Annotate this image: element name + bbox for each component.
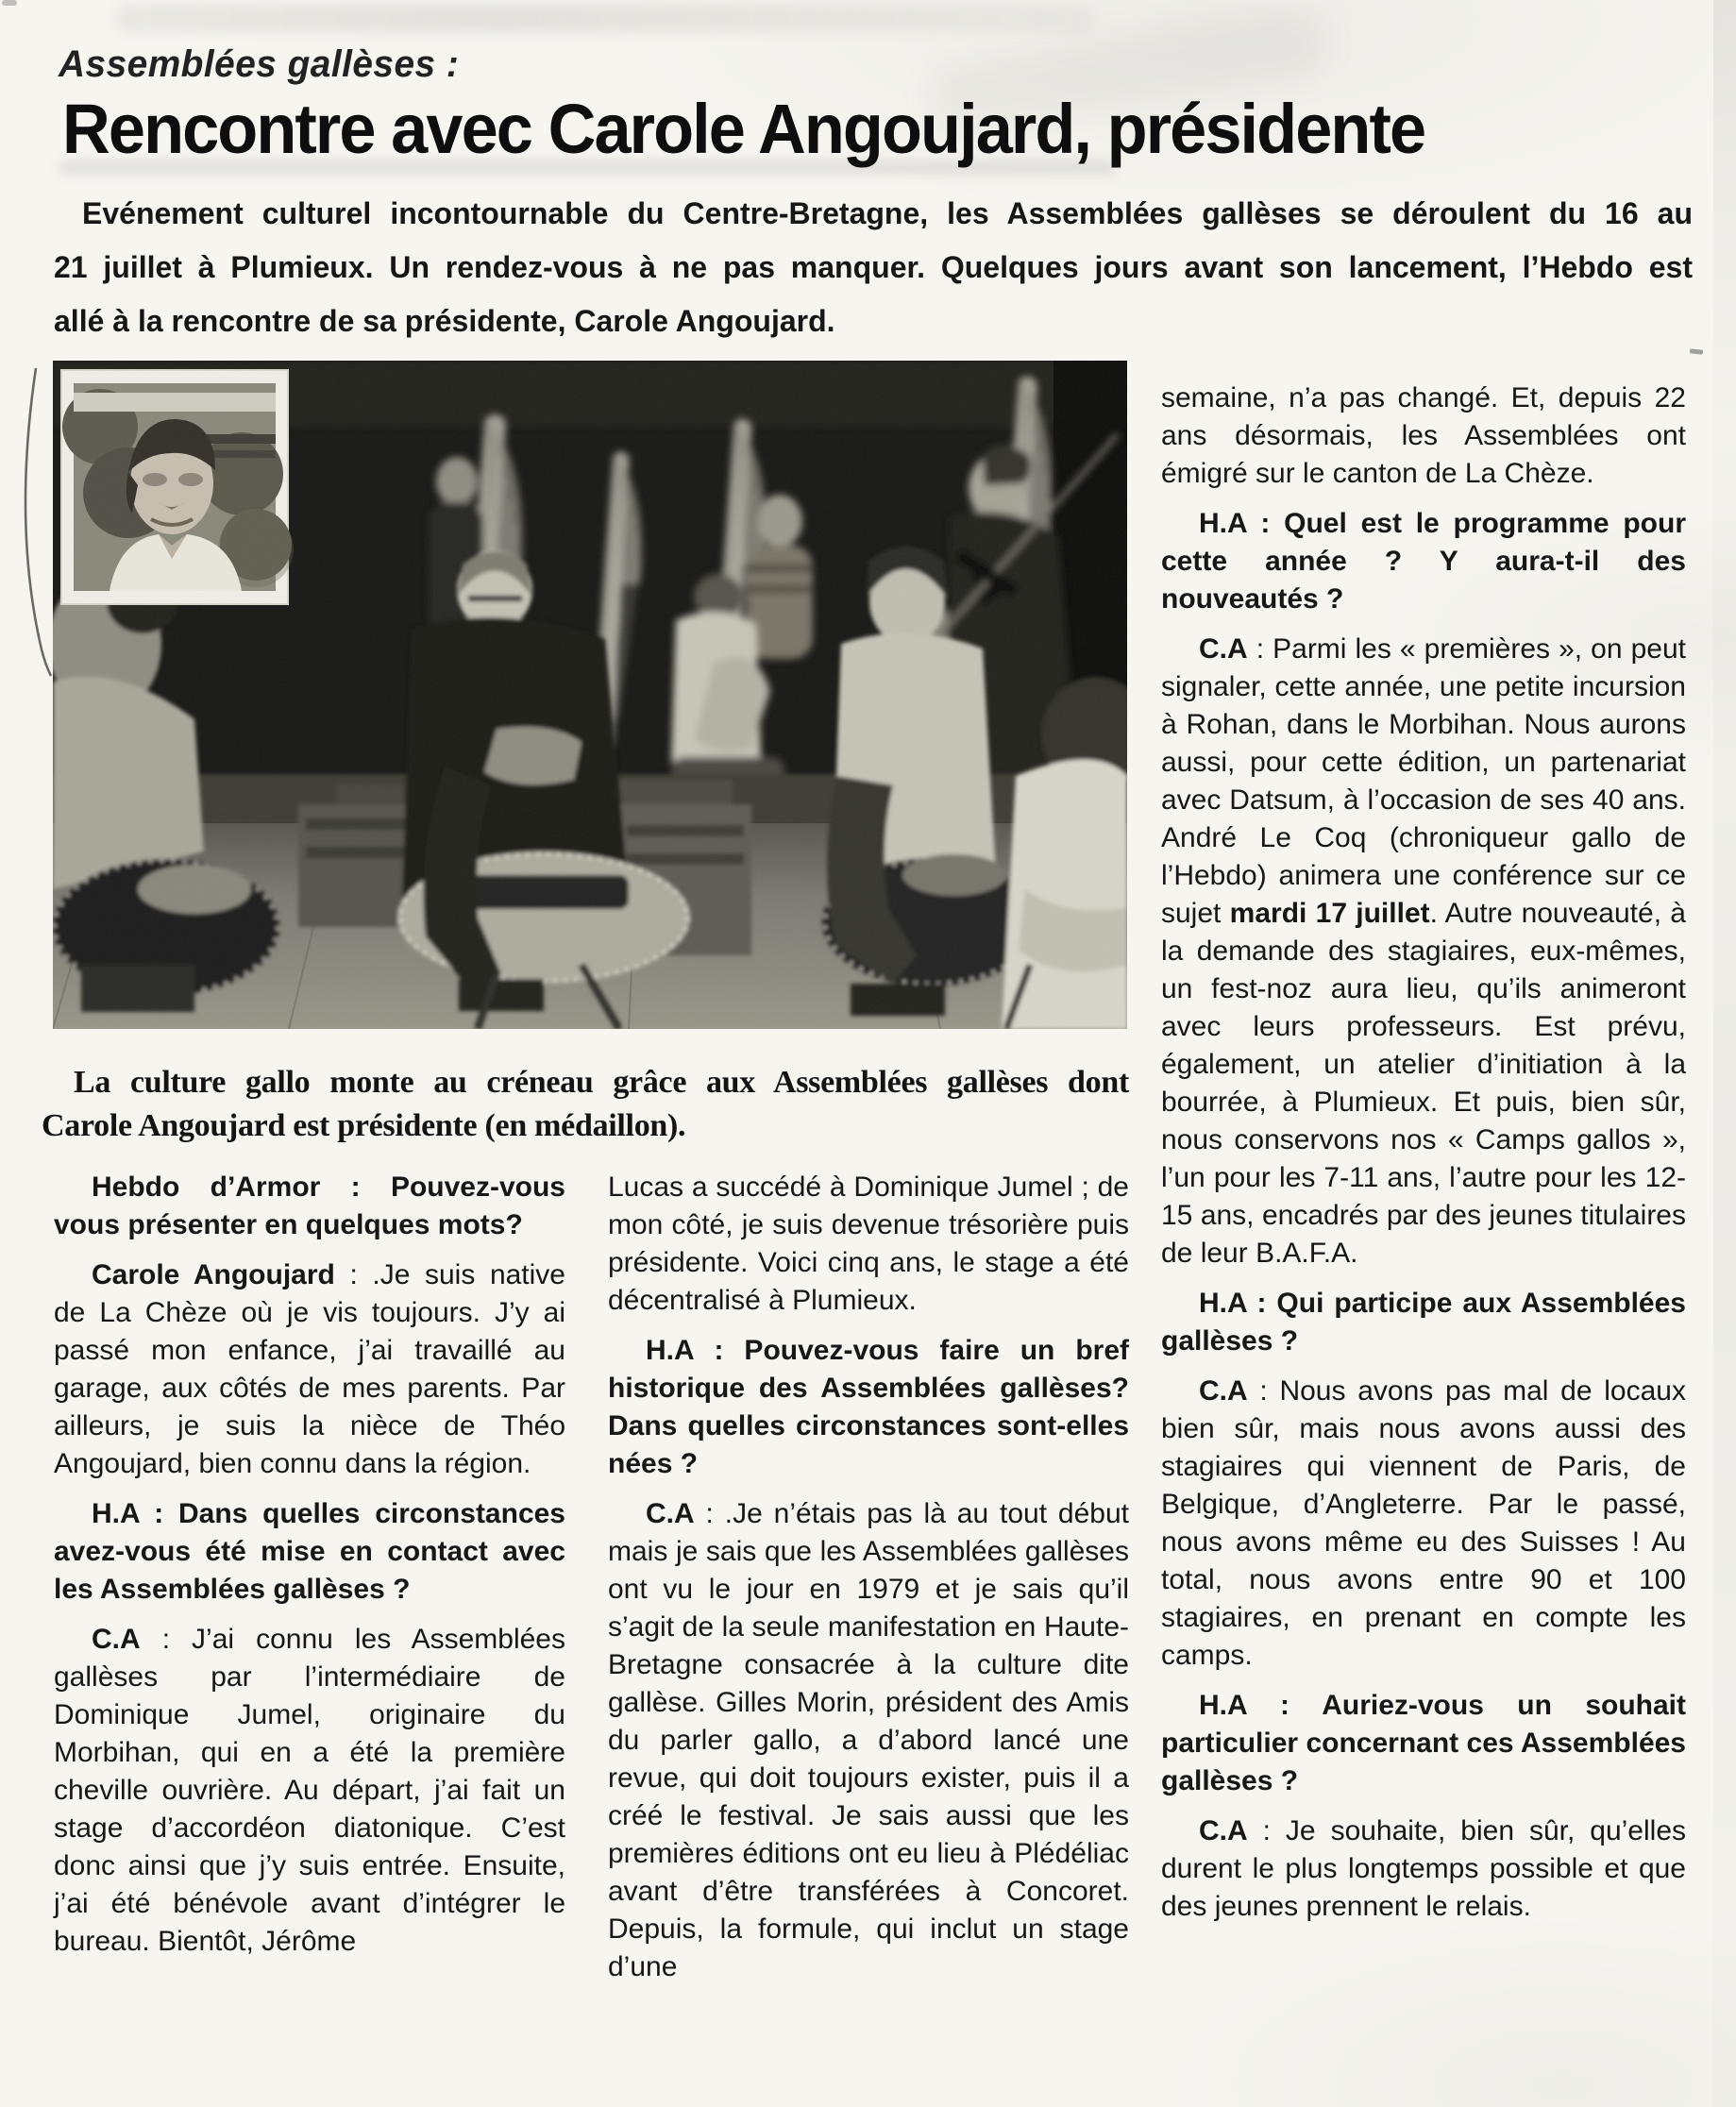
paragraph <box>1161 1373 1686 1675</box>
paragraph <box>1161 505 1686 618</box>
paragraph <box>54 1256 565 1483</box>
bold-text-segment: Hebdo d’Armor : Pouvez-vous vous présenter en quelques mots? <box>54 1171 565 1240</box>
bold-text-segment: H.A : Quel est le programme pour cette année ? Y aura-t-il des nouveautés ? <box>1161 508 1686 615</box>
scan-artifact-right-edge <box>1713 0 1736 2107</box>
paragraph <box>1161 1812 1686 1926</box>
photo-caption <box>42 1061 1129 1148</box>
text-segment: : Parmi les « premières », on peut signaler, cette année, une petite incursion à Rohan, dans le Morbihan. Nous aurons aussi, pour cette édition, un partenariat avec Datsum, à l’occasion de ses 40 ans. André Le Coq (chroniqueur gallo de l’Hebdo) animera une conférence sur ce sujet <box>1161 633 1686 929</box>
lede-line: Evénement culturel incontournable du Centre-Bretagne, les Assemblées gallèses se déroulent du 16 au <box>82 196 1693 230</box>
scan-artifact-hairline <box>13 366 57 678</box>
text-segment: . Autre nouveauté, à la demande des stagiaires, eux-mêmes, un fest-noz aura lieu, qu’ils animeront avec leurs professeurs. Est prévu, également, un atelier d’initiation à la bourrée, à Plumieux. Et puis, bien sûr, nous conservons nos « Camps gallos », l’un pour les 7-11 ans, l’autre pour les 12-15 ans, encadrés par des jeunes titulaires de leur B.A.F.A. <box>1161 898 1686 1269</box>
bold-text-segment: mardi 17 juillet <box>1229 898 1430 929</box>
text-segment: : Je souhaite, bien sûr, qu’elles durent le plus longtemps possible et que des jeunes prennent le relais. <box>1161 1815 1686 1922</box>
photo-scene <box>53 361 1127 1029</box>
scan-artifact-speck <box>1690 348 1703 354</box>
kicker: Assemblées gallèses : <box>59 43 460 85</box>
paragraph <box>608 1495 1129 1986</box>
paragraph <box>54 1621 565 1961</box>
lede-line: allé à la rencontre de sa présidente, Carole Angoujard. <box>54 304 835 338</box>
paragraph <box>54 1169 565 1244</box>
headline: Rencontre avec Carole Angoujard, présidente <box>62 90 1425 168</box>
article-column-1 <box>54 1169 565 1973</box>
paragraph <box>608 1169 1129 1320</box>
bold-text-segment: C.A <box>1199 633 1248 665</box>
text-segment: : Nous avons pas mal de locaux bien sûr, mais nous avons aussi des stagiaires qui viennent de Paris, de Belgique, d’Angleterre. Par le passé, nous avons même eu des Suisses ! Au total, nous avons entre 90 et 100 stagiaires, en prenant en compte les camps. <box>1161 1375 1686 1671</box>
paragraph <box>1161 379 1686 493</box>
bold-text-segment: H.A : Pouvez-vous faire un bref historique des Assemblées gallèses? Dans quelles circonstances sont-elles nées ? <box>608 1335 1129 1479</box>
bold-text-segment: H.A : Dans quelles circonstances avez-vous été mise en contact avec les Assemblées gallèses ? <box>54 1498 565 1605</box>
scan-artifact-speck <box>2 0 17 6</box>
bold-text-segment: C.A <box>92 1624 141 1655</box>
article-photo <box>53 361 1127 1029</box>
text-segment: semaine, n’a pas changé. Et, depuis 22 ans désormais, les Assemblées ont émigré sur le canton de La Chèze. <box>1161 382 1686 489</box>
lede <box>54 187 1693 348</box>
photo-caption-line: Carole Angoujard est présidente (en médaillon). <box>42 1108 686 1143</box>
text-segment: : .Je suis native de La Chèze où je vis toujours. J’y ai passé mon enfance, j’ai travaillé au garage, aux côtés de mes parents. Par ailleurs, je suis la nièce de Théo Angoujard, bien connu dans la région. <box>54 1259 565 1479</box>
photo-caption-line: La culture gallo monte au créneau grâce aux Assemblées gallèses dont <box>74 1065 1129 1100</box>
scan-artifact-top-band <box>113 4 1095 32</box>
article-column-3 <box>1161 379 1686 1938</box>
bold-text-segment: C.A <box>646 1498 695 1529</box>
bold-text-segment: Carole Angoujard <box>92 1259 335 1290</box>
bold-text-segment: H.A : Qui participe aux Assemblées gallèses ? <box>1161 1288 1686 1357</box>
bold-text-segment: C.A <box>1199 1375 1248 1407</box>
paragraph <box>608 1332 1129 1483</box>
text-segment: Lucas a succédé à Dominique Jumel ; de mon côté, je suis devenue trésorière puis présidente. Voici cinq ans, le stage a été décentralisé à Plumieux. <box>608 1171 1129 1316</box>
paragraph <box>1161 1687 1686 1800</box>
bold-text-segment: C.A <box>1199 1815 1248 1846</box>
article-column-2 <box>608 1169 1129 1998</box>
bold-text-segment: H.A : Auriez-vous un souhait particulier concernant ces Assemblées gallèses ? <box>1161 1690 1686 1796</box>
text-segment: : .Je n’étais pas là au tout début mais je sais que les Assemblées gallèses ont vu le jour en 1979 et je sais qu’il s’agit de la seule manifestation en Haute-Bretagne consacrée à la culture dite gallèse. Gilles Morin, président des Amis du parler gallo, a d’abord lancé une revue, qui doit toujours exister, puis il a créé le festival. Je sais aussi que les premières éditions ont eu lieu à Plédéliac avant d’être transférées à Concoret. Depuis, la formule, qui inclut un stage d’une <box>608 1498 1129 1982</box>
text-segment: : J’ai connu les Assemblées gallèses par l’intermédiaire de Dominique Jumel, originaire du Morbihan, qui en a été la première cheville ouvrière. Au départ, j’ai fait un stage d’accordéon diatonique. C’est donc ainsi que j’y suis entrée. Ensuite, j’ai été bénévole avant d’intégrer le bureau. Bientôt, Jérôme <box>54 1624 565 1957</box>
paragraph <box>1161 631 1686 1273</box>
lede-line: 21 juillet à Plumieux. Un rendez-vous à ne pas manquer. Quelques jours avant son lancement, l’Hebdo est <box>54 250 1693 284</box>
paragraph <box>1161 1285 1686 1360</box>
paragraph <box>54 1495 565 1609</box>
